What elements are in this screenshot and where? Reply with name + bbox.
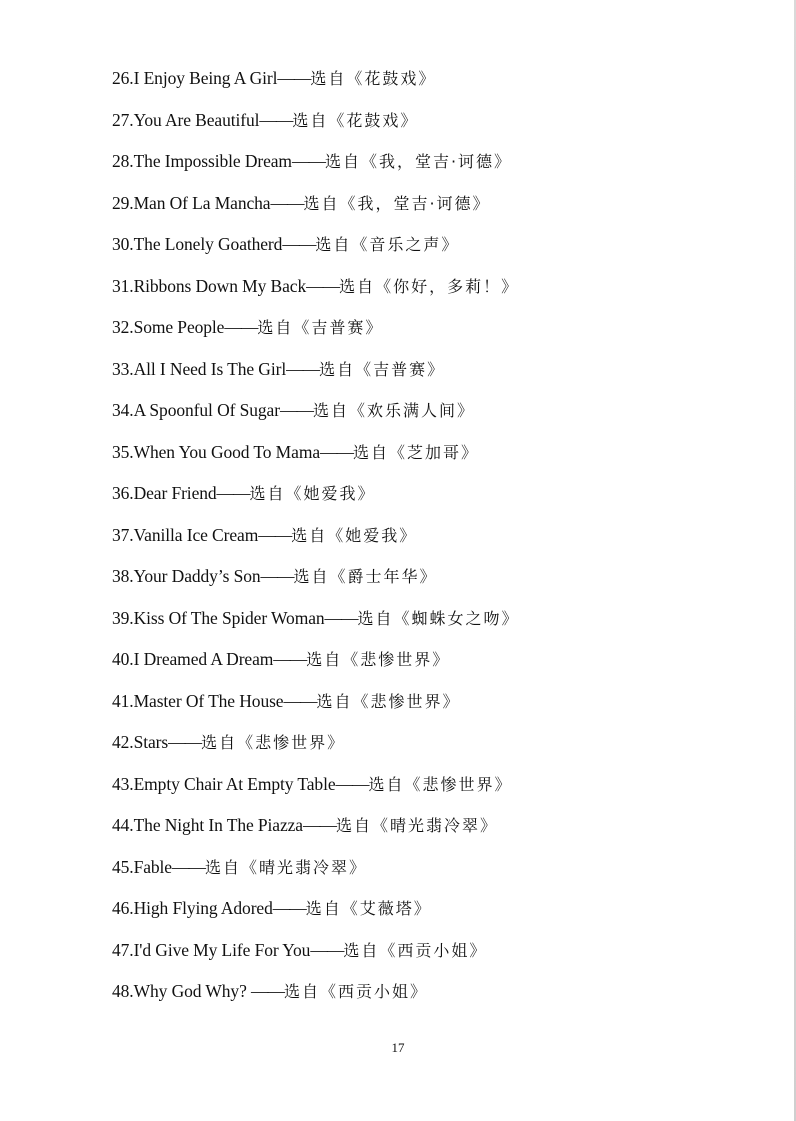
song-title: 47.I'd Give My Life For You	[112, 939, 311, 960]
song-source: 选自《花鼓戏》	[310, 69, 437, 88]
list-item	[112, 145, 520, 187]
dash: ——	[291, 151, 325, 171]
song-source: 选自《悲惨世界》	[306, 650, 451, 669]
song-source: 选自《艾薇塔》	[305, 899, 432, 918]
song-source: 选自《我，堂吉·诃德》	[324, 152, 513, 171]
dash: ——	[259, 109, 293, 130]
song-source: 选自《爵士年华》	[293, 567, 438, 586]
dash: ——	[168, 732, 202, 752]
list-item	[112, 975, 520, 1017]
dash: ——	[258, 524, 292, 545]
dash: ——	[251, 981, 285, 1001]
song-source: 选自《吉普赛》	[319, 359, 446, 379]
list-item	[112, 477, 520, 519]
list-item	[112, 270, 520, 312]
song-title: 43.Empty Chair At Empty Table	[112, 773, 336, 794]
song-title: 26.I Enjoy Being A Girl	[112, 68, 278, 88]
list-item	[112, 851, 520, 893]
song-source: 选自《悲惨世界》	[201, 733, 346, 752]
dash: ——	[320, 441, 353, 462]
song-title: 48.Why God Why?	[112, 981, 252, 1001]
song-title: 41.Master Of The House	[112, 690, 284, 711]
dash: ——	[277, 68, 311, 88]
song-title: 38.Your Daddy’s Son	[112, 566, 261, 586]
dash: ——	[302, 815, 336, 835]
song-list	[112, 62, 520, 1017]
song-title: 40.I Dreamed A Dream	[112, 649, 274, 669]
song-title: 30.The Lonely Goatherd	[112, 234, 283, 254]
song-source: 选自《西贡小姐》	[343, 940, 488, 960]
list-item	[112, 187, 520, 229]
list-item	[112, 892, 520, 934]
list-item	[112, 602, 520, 644]
song-source: 选自《她爱我》	[291, 525, 418, 545]
song-source: 选自《你好，多莉！》	[339, 276, 520, 296]
dash: ——	[335, 773, 369, 794]
list-item	[112, 104, 520, 146]
list-item	[112, 228, 520, 270]
song-source: 选自《花鼓戏》	[292, 110, 419, 130]
song-source: 选自《晴光翡冷翠》	[335, 816, 498, 835]
song-title: 36.Dear Friend	[112, 483, 217, 503]
song-title: 37.Vanilla Ice Cream	[112, 524, 259, 545]
dash: ——	[273, 649, 307, 669]
song-title: 45.Fable	[112, 856, 172, 877]
song-source: 选自《吉普赛》	[257, 318, 384, 337]
dash: ——	[272, 898, 306, 918]
song-source: 选自《欢乐满人间》	[312, 401, 475, 420]
dash: ——	[310, 939, 344, 960]
song-title: 34.A Spoonful Of Sugar	[112, 400, 280, 420]
list-item	[112, 519, 520, 561]
song-title: 27.You Are Beautiful	[112, 109, 260, 130]
song-title: 44.The Night In The Piazza	[112, 815, 303, 835]
dash: ——	[306, 275, 340, 296]
list-item	[112, 934, 520, 976]
dash: ——	[171, 856, 205, 877]
song-title: 29.Man Of La Mancha	[112, 192, 271, 213]
dash: ——	[283, 690, 317, 711]
song-title: 39.Kiss Of The Spider Woman	[112, 607, 325, 628]
song-title: 42.Stars	[112, 732, 169, 752]
song-source: 选自《芝加哥》	[353, 442, 480, 462]
list-item	[112, 809, 520, 851]
list-item	[112, 311, 520, 353]
list-item	[112, 62, 520, 104]
song-source: 选自《悲惨世界》	[368, 774, 513, 794]
dash: ——	[324, 607, 358, 628]
list-item	[112, 685, 520, 727]
dash: ——	[270, 192, 304, 213]
song-source: 选自《晴光翡冷翠》	[204, 857, 367, 877]
dash: ——	[286, 358, 320, 379]
dash: ——	[279, 400, 313, 420]
dash: ——	[224, 317, 258, 337]
song-source: 选自《音乐之声》	[315, 235, 460, 254]
song-title: 46.High Flying Adored	[112, 898, 273, 918]
list-item	[112, 768, 520, 810]
song-title: 32.Some People	[112, 317, 225, 337]
page-number: 17	[391, 1040, 405, 1055]
song-source: 选自《蜘蛛女之吻》	[357, 608, 520, 628]
list-item	[112, 353, 520, 395]
song-title: 33.All I Need Is The Girl	[112, 358, 287, 379]
dash: ——	[216, 483, 250, 503]
dash: ——	[260, 566, 294, 586]
song-title: 28.The Impossible Dream	[112, 151, 292, 171]
song-title: 31.Ribbons Down My Back	[112, 275, 307, 296]
song-source: 选自《西贡小姐》	[284, 982, 429, 1001]
song-title: 35.When You Good To Mama	[112, 441, 320, 462]
list-item	[112, 436, 520, 478]
song-source: 选自《我，堂吉·诃德》	[303, 193, 491, 213]
song-source: 选自《她爱我》	[249, 484, 376, 503]
list-item	[112, 560, 520, 602]
dash: ——	[282, 234, 316, 254]
list-item	[112, 726, 520, 768]
list-item	[112, 394, 520, 436]
song-source: 选自《悲惨世界》	[316, 691, 461, 711]
list-item	[112, 643, 520, 685]
